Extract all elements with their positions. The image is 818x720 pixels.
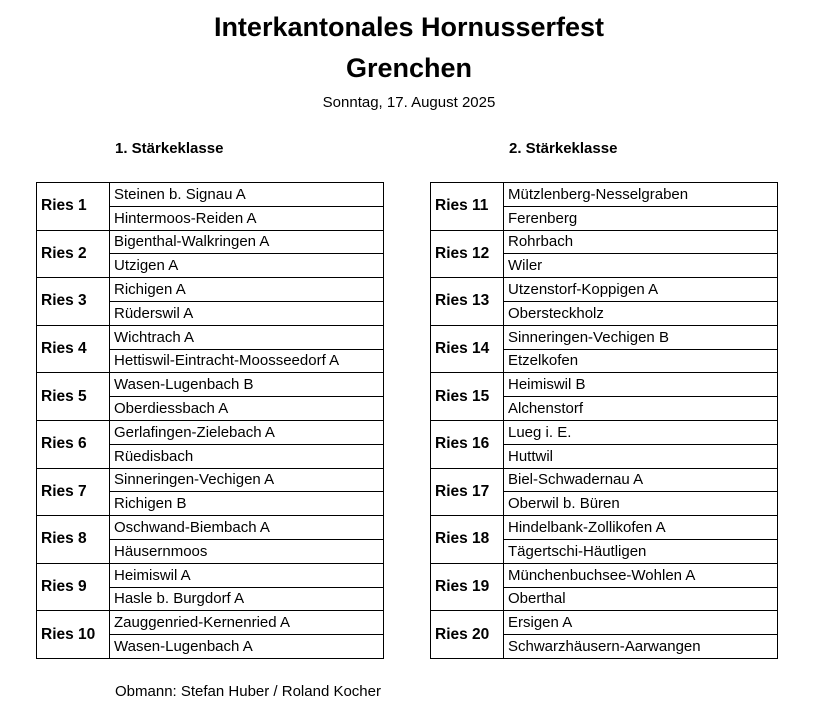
team-name: Heimiswil B <box>504 373 778 397</box>
team-name: Hintermoos-Reiden A <box>110 206 384 230</box>
team-name: Wichtrach A <box>110 325 384 349</box>
ries-label: Ries 12 <box>431 230 504 278</box>
team-name: Ersigen A <box>504 611 778 635</box>
ries-label: Ries 19 <box>431 563 504 611</box>
table-row <box>37 563 384 587</box>
team-name: Ferenberg <box>504 206 778 230</box>
ries-label: Ries 5 <box>37 373 110 421</box>
title-line-2: Grenchen <box>345 53 473 83</box>
table-row <box>431 325 778 349</box>
team-name: Wasen-Lugenbach B <box>110 373 384 397</box>
team-name: Utzigen A <box>110 254 384 278</box>
team-name: Oberdiessbach A <box>110 397 384 421</box>
table-row <box>37 325 384 349</box>
team-name: Gerlafingen-Zielebach A <box>110 420 384 444</box>
team-name: Rüderswil A <box>110 301 384 325</box>
team-name: Biel-Schwadernau A <box>504 468 778 492</box>
team-name: Häusernmoos <box>110 539 384 563</box>
ries-table-left <box>36 182 384 659</box>
team-name: Sinneringen-Vechigen A <box>110 468 384 492</box>
table-row <box>37 611 384 635</box>
team-name: Wiler <box>504 254 778 278</box>
team-name: Steinen b. Signau A <box>110 183 384 207</box>
team-name: Richigen A <box>110 278 384 302</box>
team-name: Sinneringen-Vechigen B <box>504 325 778 349</box>
team-name: Oberwil b. Büren <box>504 492 778 516</box>
table-row <box>431 373 778 397</box>
ries-label: Ries 10 <box>37 611 110 659</box>
table-row <box>37 420 384 444</box>
obmann-text: Obmann: Stefan Huber / Roland Kocher <box>115 683 381 700</box>
team-name: Hettiswil-Eintracht-Moosseedorf A <box>110 349 384 373</box>
team-name: Münchenbuchsee-Wohlen A <box>504 563 778 587</box>
team-name: Tägertschi-Häutligen <box>504 539 778 563</box>
heading-staerkeklasse-1: 1. Stärkeklasse <box>115 140 224 157</box>
team-name: Schwarzhäusern-Aarwangen <box>504 635 778 659</box>
ries-label: Ries 9 <box>37 563 110 611</box>
ries-label: Ries 13 <box>431 278 504 326</box>
table-row <box>431 468 778 492</box>
team-name: Bigenthal-Walkringen A <box>110 230 384 254</box>
ries-label: Ries 1 <box>37 183 110 231</box>
team-name: Richigen B <box>110 492 384 516</box>
team-name: Wasen-Lugenbach A <box>110 635 384 659</box>
ries-label: Ries 8 <box>37 516 110 564</box>
team-name: Oschwand-Biembach A <box>110 516 384 540</box>
heading-staerkeklasse-2: 2. Stärkeklasse <box>509 140 618 157</box>
team-name: Lueg i. E. <box>504 420 778 444</box>
team-name: Hindelbank-Zollikofen A <box>504 516 778 540</box>
team-name: Heimiswil A <box>110 563 384 587</box>
table-row <box>37 278 384 302</box>
ries-label: Ries 2 <box>37 230 110 278</box>
table-row <box>431 563 778 587</box>
team-name: Oberthal <box>504 587 778 611</box>
table-row <box>431 278 778 302</box>
ries-label: Ries 18 <box>431 516 504 564</box>
table-row <box>431 420 778 444</box>
ries-label: Ries 20 <box>431 611 504 659</box>
table-row <box>431 611 778 635</box>
table-row <box>37 468 384 492</box>
ries-table-right-body <box>431 183 778 659</box>
ries-label: Ries 7 <box>37 468 110 516</box>
ries-label: Ries 6 <box>37 420 110 468</box>
ries-table-left-body <box>37 183 384 659</box>
event-date: Sonntag, 17. August 2025 <box>322 94 496 111</box>
ries-label: Ries 3 <box>37 278 110 326</box>
ries-label: Ries 4 <box>37 325 110 373</box>
team-name: Zauggenried-Kernenried A <box>110 611 384 635</box>
table-row <box>37 230 384 254</box>
ries-table-right <box>430 182 778 659</box>
table-row <box>37 183 384 207</box>
team-name: Rohrbach <box>504 230 778 254</box>
table-row <box>37 373 384 397</box>
team-name: Alchenstorf <box>504 397 778 421</box>
team-name: Rüedisbach <box>110 444 384 468</box>
ries-label: Ries 17 <box>431 468 504 516</box>
team-name: Obersteckholz <box>504 301 778 325</box>
team-name: Etzelkofen <box>504 349 778 373</box>
table-row <box>431 183 778 207</box>
team-name: Mützlenberg-Nesselgraben <box>504 183 778 207</box>
ries-label: Ries 11 <box>431 183 504 231</box>
ries-label: Ries 15 <box>431 373 504 421</box>
title-line-1: Interkantonales Hornusserfest <box>213 12 605 42</box>
team-name: Hasle b. Burgdorf A <box>110 587 384 611</box>
table-row <box>37 516 384 540</box>
ries-label: Ries 14 <box>431 325 504 373</box>
ries-label: Ries 16 <box>431 420 504 468</box>
team-name: Huttwil <box>504 444 778 468</box>
team-name: Utzenstorf-Koppigen A <box>504 278 778 302</box>
table-row <box>431 230 778 254</box>
table-row <box>431 516 778 540</box>
